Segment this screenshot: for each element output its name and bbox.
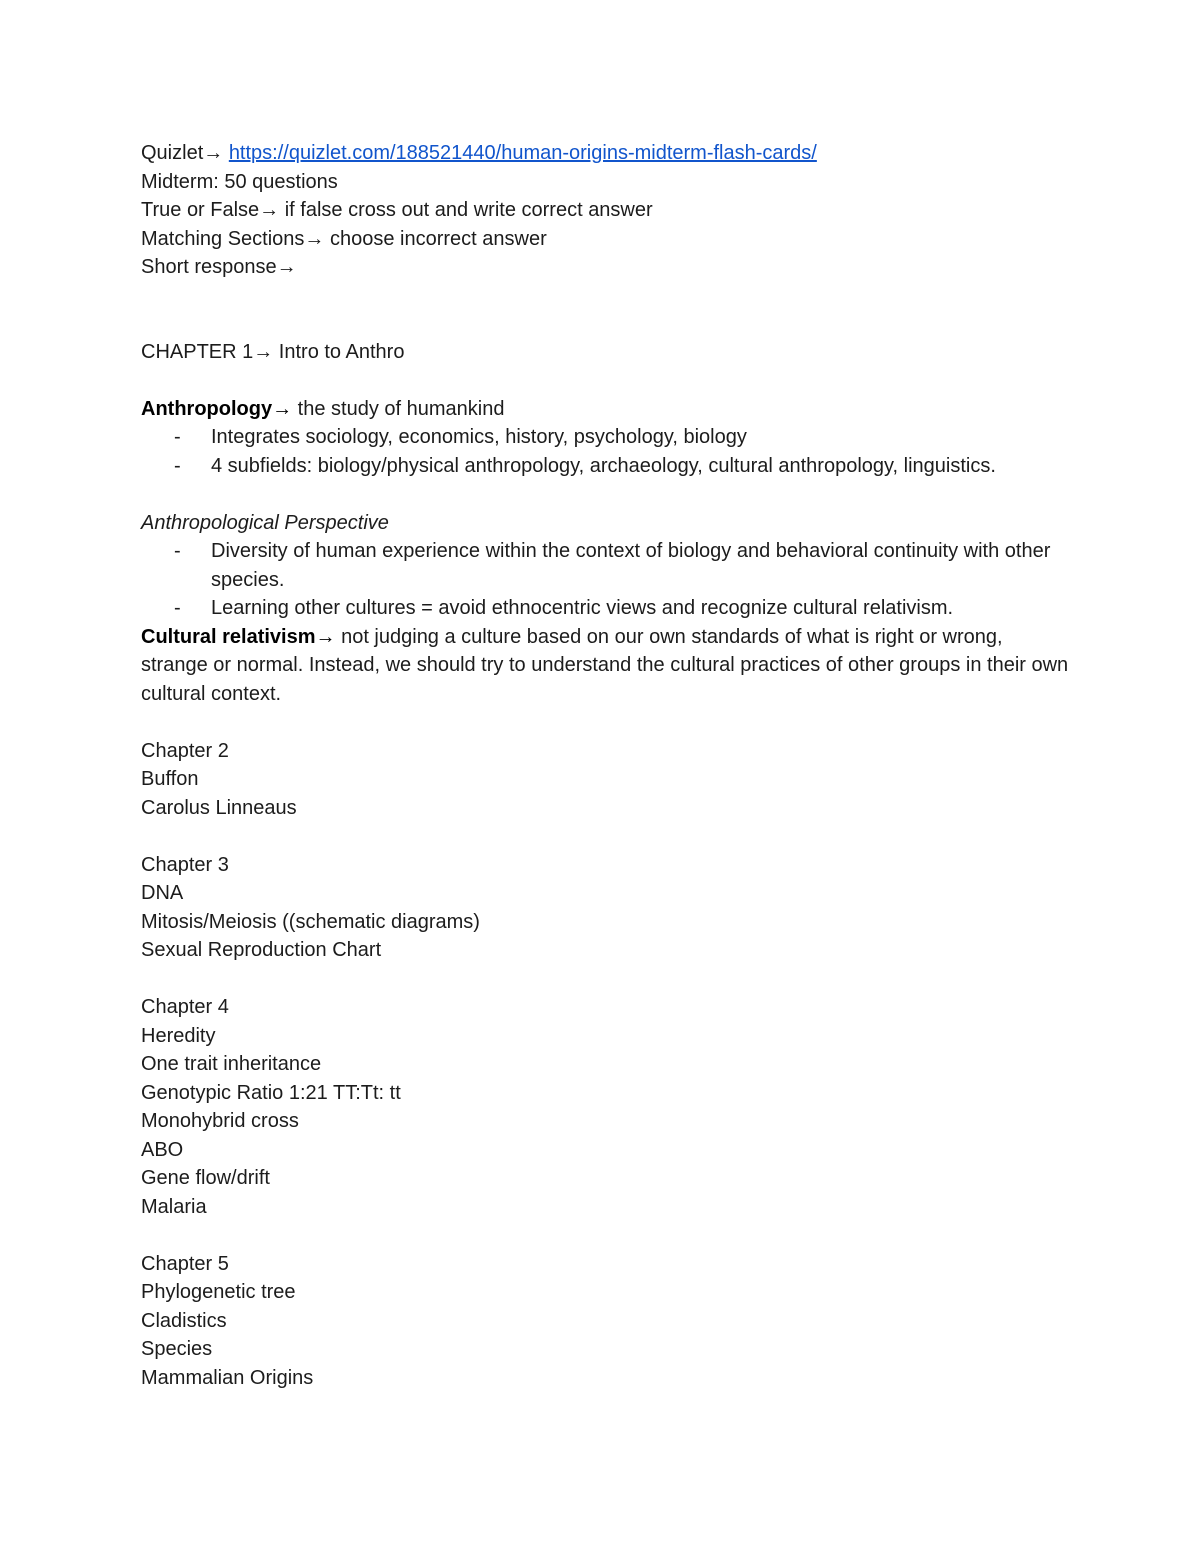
chapter2-block [141,737,1071,823]
list-item: Buffon [141,768,199,790]
anthropology-points [141,423,1071,480]
spacer [141,1221,1071,1250]
anthropology-term: Anthropology→ [141,397,293,420]
spacer [141,708,1071,737]
spacer [141,480,1071,509]
list-item: - 4 subfields: biology/physical anthropology, archaeology, cultural anthropology, linguistics. [141,452,1071,481]
perspective-title [141,509,1071,538]
relativism-def-text: not judging a culture based on our own standards of what is right or wrong, strange or normal. Instead, we should try to understand the cultural practices of other groups in their own cultural context. [141,625,1069,705]
list-item: One trait inheritance [141,1053,322,1075]
list-item: Cladistics [141,1309,227,1332]
list-item: Mitosis/Meiosis ((schematic diagrams) [141,910,480,933]
chapter2-title: Chapter 2 [141,739,229,762]
spacer [141,822,1071,851]
relativism-term: Cultural relativism→ [141,625,336,648]
chapter4-block [141,993,1071,1221]
list-item: DNA [141,882,184,904]
spacer [141,282,1071,338]
perspective-title-text: Anthropological Perspective [141,511,389,534]
anthropology-def-text: the study of humankind [292,397,505,420]
list-item: - Learning other cultures = avoid ethnocentric views and recognize cultural relativism. [141,594,1071,623]
chapter1-title: CHAPTER 1→ Intro to Anthro [141,340,405,363]
midterm-line: Midterm: 50 questions [141,170,338,193]
list-item: Genotypic Ratio 1:21 TT:Tt: tt [141,1081,401,1104]
chapter4-title: Chapter 4 [141,996,229,1018]
list-item: Species [141,1338,213,1360]
list-item: - Diversity of human experience within the context of biology and behavioral continuity with other species. [141,537,1071,594]
true-false-line: True or False→ if false cross out and write correct answer [141,199,653,221]
list-item: Sexual Reproduction Chart [141,939,382,961]
spacer [141,965,1071,994]
list-item: Monohybrid cross [141,1110,299,1132]
matching-line: Matching Sections→ choose incorrect answer [141,227,547,250]
list-item: - Integrates sociology, economics, history, psychology, biology [141,423,1071,452]
perspective-points [141,537,1071,623]
quizlet-label: Quizlet→ [141,142,229,164]
chapter5-title: Chapter 5 [141,1252,229,1275]
quizlet-line [141,139,1071,168]
anthropology-definition [141,395,1071,424]
document-page [141,139,1071,1392]
relativism-definition [141,623,1071,709]
list-item: Heredity [141,1024,216,1047]
chapter5-block [141,1250,1071,1393]
list-item: ABO [141,1138,184,1161]
short-response-line: Short response→ [141,256,297,278]
list-item: Malaria [141,1195,207,1218]
quizlet-link[interactable]: https://quizlet.com/188521440/human-origins-midterm-flash-cards/ [228,142,817,164]
list-item: Phylogenetic tree [141,1281,296,1303]
list-item: Carolus Linneaus [141,796,297,819]
chapter3-block [141,851,1071,965]
list-item: Gene flow/drift [141,1167,270,1189]
list-item: Mammalian Origins [141,1366,314,1389]
spacer [141,366,1071,395]
chapter3-title: Chapter 3 [141,853,229,876]
